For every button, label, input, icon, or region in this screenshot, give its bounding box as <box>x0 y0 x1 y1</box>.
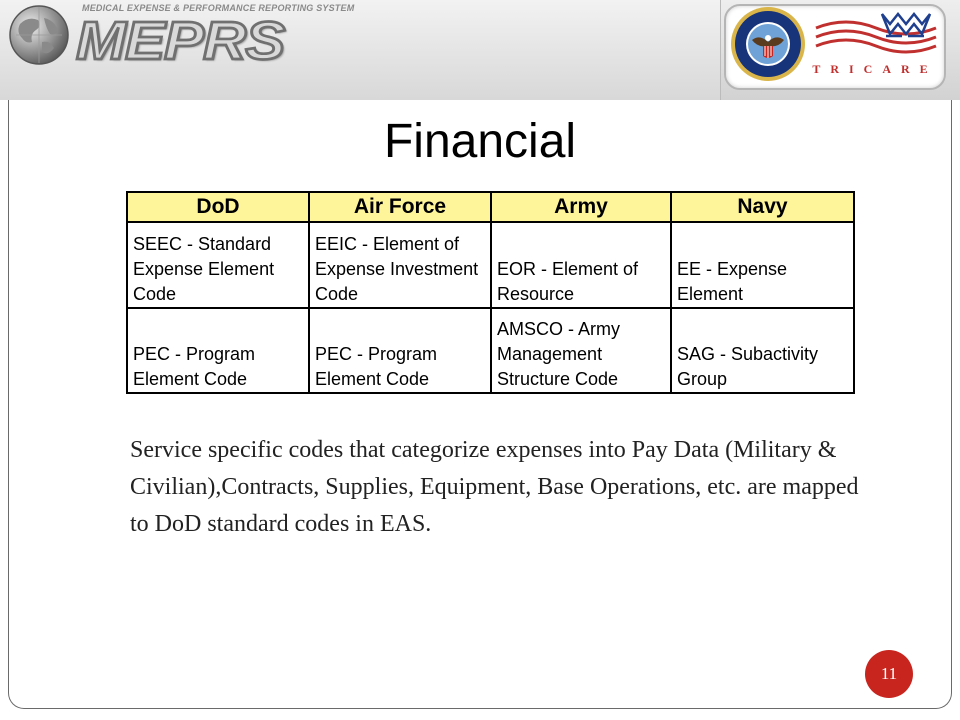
dod-seal-icon <box>730 6 806 82</box>
tricare-flag-icon <box>812 10 938 62</box>
table-cell: EE - Expense Element <box>672 223 853 307</box>
column-header-dod: DoD <box>128 193 308 221</box>
header-subtitle: MEDICAL EXPENSE & PERFORMANCE REPORTING SYSTEM <box>82 3 355 13</box>
table-row <box>128 309 853 392</box>
table-cell: PEC - Program Element Code <box>128 309 308 392</box>
globe-icon <box>8 4 70 66</box>
table-cell: EEIC - Element of Expense Investment Code <box>310 223 490 307</box>
description-text: Service specific codes that categorize expenses into Pay Data (Military & Civilian),Contracts, Supplies, Equipment, Base Operations, etc. are mapped to DoD standard codes in EAS. <box>130 437 859 537</box>
table-header-row <box>128 193 853 221</box>
code-mapping-table <box>126 191 855 394</box>
meprs-logo: MEPRS <box>76 10 285 71</box>
table-cell: PEC - Program Element Code <box>310 309 490 392</box>
column-header-air-force: Air Force <box>310 193 490 221</box>
table-cell: AMSCO - Army Management Structure Code <box>492 309 670 392</box>
table-cell: EOR - Element of Resource <box>492 223 670 307</box>
table-cell: SAG - Subactivity Group <box>672 309 853 392</box>
table-row <box>128 223 853 307</box>
page-number-badge: 11 <box>865 650 913 698</box>
column-header-navy: Navy <box>672 193 853 221</box>
tricare-wordmark: TRICARE <box>812 62 938 76</box>
column-header-army: Army <box>492 193 670 221</box>
page-title: Financial <box>383 115 577 168</box>
table-cell: SEEC - Standard Expense Element Code <box>128 223 308 307</box>
